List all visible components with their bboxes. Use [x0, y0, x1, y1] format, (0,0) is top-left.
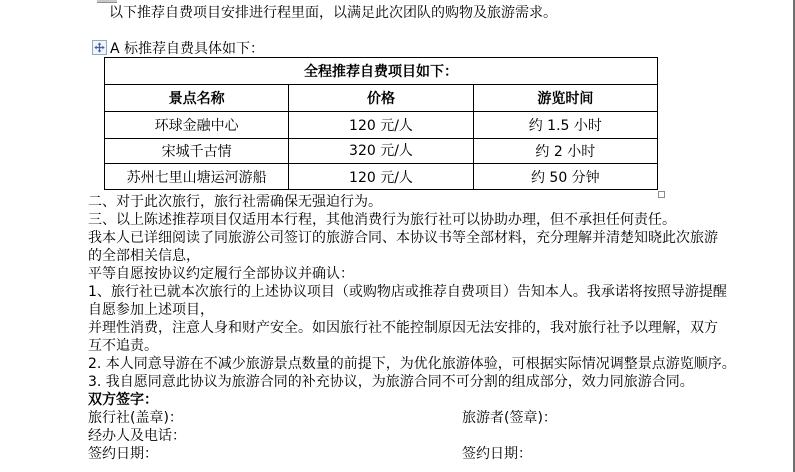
header-duration: 游览时间 [473, 85, 657, 112]
traveler-seal-label: 旅游者(签章)： [462, 410, 557, 426]
header-attraction-name: 景点名称 [105, 85, 289, 112]
terms-line: 1、旅行社已就本次旅行的上述协议项目（或购物店或推荐自费项目）告知本人。我承诺将按照导游提醒 [88, 284, 727, 300]
cell-attraction-name: 苏州七里山塘运河游船 [105, 164, 289, 190]
cell-price: 320 元/人 [289, 139, 473, 164]
agency-date-label: 签约日期： [88, 446, 158, 462]
table-caption: 全程推荐自费项目如下： [105, 58, 658, 85]
terms-line: 三、以上陈述推荐项目仅适用本行程，其他消费行为旅行社可以协助办理，但不承担任何责任。 [88, 212, 676, 228]
cell-price: 120 元/人 [289, 112, 473, 139]
terms-line: 二、对于此次旅行，旅行社需确保无强迫行为。 [88, 194, 382, 210]
header-price: 价格 [289, 85, 473, 112]
table-row [105, 139, 658, 164]
cell-price: 120 元/人 [289, 164, 473, 190]
table-header-row [105, 85, 658, 112]
terms-line: 2. 本人同意导游在不减少旅游景点数量的前提下，为优化旅游体验，可根据实际情况调整景点游览顺序。 [88, 356, 736, 372]
four-arrow-move-icon [94, 42, 105, 53]
cell-duration: 约 50 分钟 [473, 164, 657, 190]
signature-section-heading: 双方签字： [88, 392, 158, 408]
signature-row [88, 445, 794, 463]
table-row [105, 164, 658, 190]
terms-line: 互不追责。 [88, 338, 158, 354]
recommended-fee-items-table [104, 57, 658, 190]
terms-block [88, 193, 794, 463]
agent-phone-label: 经办人及电话： [88, 428, 186, 444]
intro-paragraph: 以下推荐自费项目安排进行程里面，以满足此次团队的购物及旅游需求。 [109, 5, 557, 21]
terms-line: 我本人已详细阅读了同旅游公司签订的旅游合同、本协议书等全部材料，充分理解并清楚知晓此次旅游 [88, 230, 718, 246]
agency-seal-label: 旅行社(盖章)： [88, 410, 183, 426]
table-caption-row [105, 58, 658, 85]
cell-duration: 约 2 小时 [473, 139, 657, 164]
terms-line: 3. 我自愿同意此协议为旅游合同的补充协议，为旅游合同不可分割的组成部分，效力同旅游合同。 [88, 374, 694, 390]
cell-attraction-name: 环球金融中心 [105, 112, 289, 139]
clipped-handle-fragment [97, 0, 117, 3]
terms-line: 并理性消费，注意人身和财产安全。如因旅行社不能控制原因无法安排的，我对旅行社予以理解，双方 [88, 320, 718, 336]
terms-line: 的全部相关信息， [88, 248, 200, 264]
section-heading: A 标推荐自费具体如下： [110, 41, 265, 57]
signature-row [88, 409, 794, 427]
terms-line: 平等自愿按协议约定履行全部协议并确认： [88, 266, 354, 282]
traveler-date-label: 签约日期： [462, 446, 532, 462]
cell-duration: 约 1.5 小时 [473, 112, 657, 139]
signature-row [88, 427, 794, 445]
table-move-handle-icon[interactable] [92, 40, 107, 55]
table-row [105, 112, 658, 139]
terms-line: 自愿参加上述项目， [88, 302, 214, 318]
cell-attraction-name: 宋城千古情 [105, 139, 289, 164]
